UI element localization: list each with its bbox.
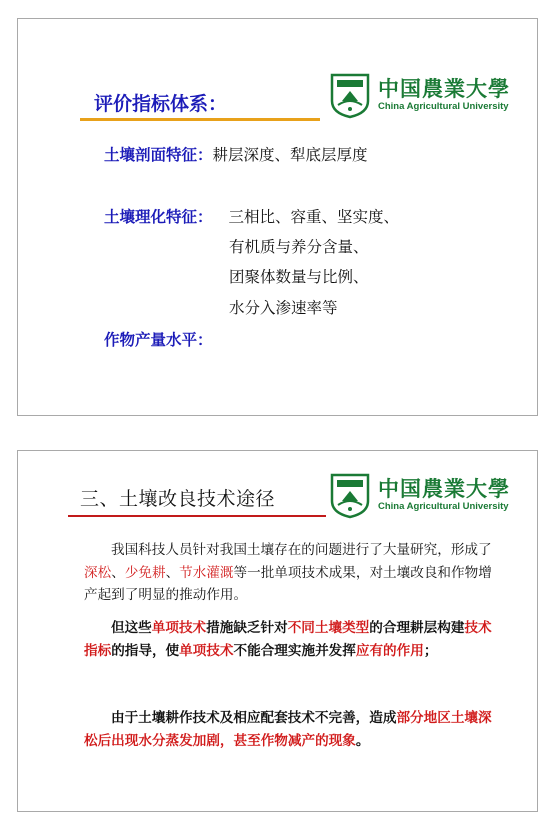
cau-logo xyxy=(328,471,510,519)
cau-seal-icon xyxy=(328,71,372,119)
logo-cn-text: 中国農業大學 xyxy=(378,76,510,101)
para-text: 措施缺乏针对 xyxy=(206,620,288,636)
para-text: ； xyxy=(423,642,438,659)
paragraph-1 xyxy=(84,539,494,607)
paragraph-2 xyxy=(84,617,494,662)
highlight-term: 深松 xyxy=(84,564,112,581)
para-text: 。 xyxy=(355,732,370,749)
title-underline xyxy=(80,118,320,121)
item-row xyxy=(104,145,368,165)
highlight-term: 应有的作用 xyxy=(355,642,424,659)
highlight-term: 单项技术 xyxy=(179,642,234,659)
item-value: 团聚体数量与比例、 xyxy=(229,268,369,286)
title-underline xyxy=(68,515,326,517)
item-value: 耕层深度、犁底层厚度 xyxy=(212,146,368,164)
item-row xyxy=(104,207,399,227)
logo-cn-text: 中国農業大學 xyxy=(378,476,510,501)
cau-seal-icon xyxy=(328,471,372,519)
item-label: 土壤剖面特征： xyxy=(104,146,213,164)
logo-en-text: China Agricultural University xyxy=(378,501,509,512)
para-text: 我国科技人员针对我国土壤存在的问题进行了大量研究，形成了 xyxy=(111,542,492,558)
slide-2 xyxy=(17,450,538,812)
item-value: 三相比、容重、坚实度、 xyxy=(228,208,400,226)
logo-en-text: China Agricultural University xyxy=(378,101,509,112)
item-label: 土壤理化特征： xyxy=(104,208,213,226)
para-text: 但这些 xyxy=(111,620,152,636)
para-text: 、 xyxy=(165,564,180,581)
highlight-term: 部分地区土壤深松后出现水分蒸发加剧，甚至作物减产的现象 xyxy=(84,710,492,749)
para-text: 、 xyxy=(111,564,125,581)
slide1-title: 评价指标体系： xyxy=(94,93,228,115)
paragraph-3 xyxy=(84,707,494,752)
para-text: 不能合理实施并发挥 xyxy=(233,642,356,659)
slide2-title: 三、土壤改良技术途径 xyxy=(80,488,276,510)
slide-1 xyxy=(17,18,538,416)
highlight-term: 单项技术 xyxy=(151,620,207,636)
para-text: 的指导，使 xyxy=(111,642,180,659)
highlight-term: 不同土壤类型 xyxy=(287,620,370,636)
item-value: 水分入渗速率等 xyxy=(229,299,338,317)
highlight-term: 少免耕 xyxy=(124,564,166,581)
item-label: 作物产量水平： xyxy=(104,331,213,349)
para-text: 由于土壤耕作技术及相应配套技术不完善，造成 xyxy=(111,710,397,726)
cau-logo xyxy=(328,71,510,119)
para-text: 的合理耕层构建 xyxy=(369,620,465,636)
highlight-term: 节水灌溉 xyxy=(179,564,234,581)
para-text: 等一批单项技术成果，对土壤改良和作物增产起到了明显的推动作用。 xyxy=(84,564,492,603)
item-row xyxy=(104,330,213,350)
highlight-term: 技术指标 xyxy=(84,620,492,659)
item-value: 有机质与养分含量、 xyxy=(229,238,369,256)
